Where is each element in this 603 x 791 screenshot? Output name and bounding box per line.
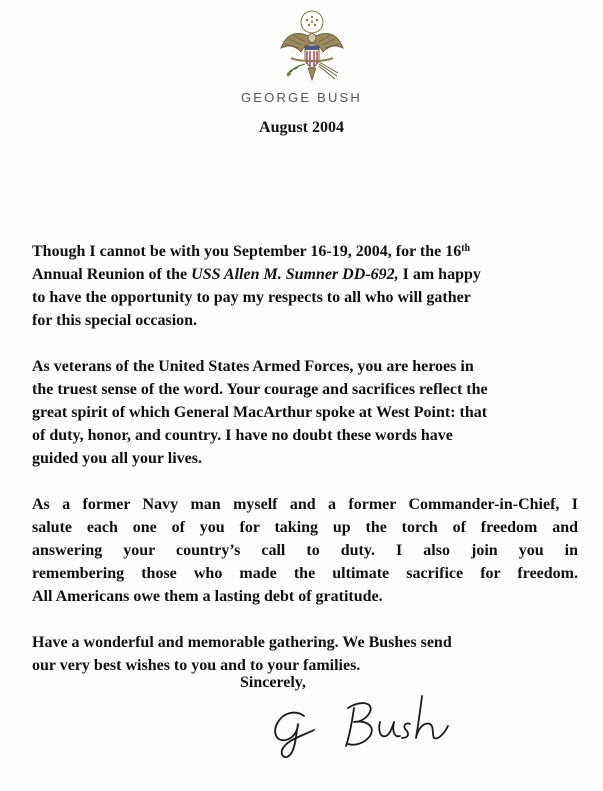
paragraph-line xyxy=(32,263,578,286)
paragraph-1 xyxy=(32,240,578,332)
ship-name: USS Allen M. Sumner DD-692, xyxy=(191,266,399,283)
paragraph-line: answering your country’s call to duty. I also join you in xyxy=(32,542,578,559)
line-text: Though I cannot be with you September 16-19, 2004, for the 16 xyxy=(32,243,462,260)
paragraph-line: for this special occasion. xyxy=(32,312,198,329)
paragraph-line: remembering those who made the ultimate sacrifice for freedom. xyxy=(32,565,578,582)
paragraph-2 xyxy=(32,355,578,470)
line-text: Annual Reunion of the xyxy=(32,266,192,283)
paragraph-line: guided you all your lives. xyxy=(32,450,202,467)
paragraph-line: of duty, honor, and country. I have no doubt these words have xyxy=(32,427,453,444)
paragraph-line: As veterans of the United States Armed Forces, you are heroes in xyxy=(32,358,474,375)
presidential-eagle-seal-icon xyxy=(277,8,347,88)
letter-date: August 2004 xyxy=(259,119,344,136)
paragraph-line xyxy=(32,240,578,263)
paragraph-3 xyxy=(32,493,578,608)
closing-salutation: Sincerely, xyxy=(240,674,306,691)
paragraph-line: the truest sense of the word. Your courage and sacrifices reflect the xyxy=(32,381,488,398)
line-text: I am happy xyxy=(398,266,481,283)
paragraph-line: to have the opportunity to pay my respects to all who will gather xyxy=(32,289,471,306)
letterhead-name: GEORGE BUSH xyxy=(241,90,362,105)
paragraph-line: our very best wishes to you and to your families. xyxy=(32,657,361,674)
ordinal-suffix: th xyxy=(461,243,471,254)
paragraph-line: All Americans owe them a lasting debt of gratitude. xyxy=(32,588,383,605)
paragraph-line: Have a wonderful and memorable gathering. We Bushes send xyxy=(32,634,452,651)
paragraph-line: As a former Navy man myself and a former Commander-in-Chief, I xyxy=(32,496,578,513)
paragraph-line: salute each one of you for taking up the torch of freedom and xyxy=(32,519,578,536)
handwritten-signature xyxy=(262,682,472,762)
letter-body xyxy=(32,240,578,700)
paragraph-line: great spirit of which General MacArthur spoke at West Point: that xyxy=(32,404,488,421)
paragraph-4 xyxy=(32,631,578,677)
